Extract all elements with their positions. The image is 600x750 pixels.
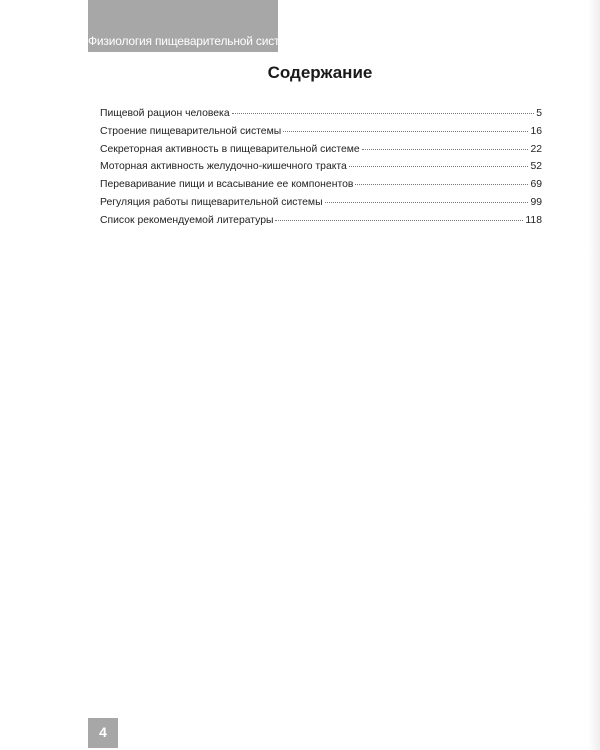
running-header-title: Физиология пищеварительной системы bbox=[88, 34, 303, 48]
toc-leader-dots bbox=[325, 202, 529, 203]
toc-leader-dots bbox=[275, 220, 523, 221]
toc-entry-page: 99 bbox=[530, 196, 542, 208]
toc-entry-title: Моторная активность желудочно-кишечного тракта bbox=[100, 161, 347, 173]
toc-entry-page: 5 bbox=[536, 108, 542, 119]
toc-entry-page: 52 bbox=[530, 161, 542, 173]
toc-leader-dots bbox=[355, 184, 528, 185]
toc-entry-page: 69 bbox=[530, 179, 542, 191]
toc-entry-title: Переваривание пищи и всасывание ее компонентов bbox=[100, 179, 354, 191]
toc-leader-dots bbox=[232, 113, 535, 114]
toc-heading: Содержание bbox=[267, 63, 373, 82]
toc-entry-page: 22 bbox=[530, 143, 542, 155]
toc-entry bbox=[100, 161, 542, 179]
toc-entry bbox=[100, 197, 542, 215]
toc-entry-title: Секреторная активность в пищеварительной системе bbox=[100, 143, 360, 155]
page-number-box bbox=[88, 718, 118, 748]
toc-entry-page: 16 bbox=[530, 125, 542, 137]
toc-entry bbox=[100, 179, 542, 197]
toc-entry bbox=[100, 144, 542, 162]
toc-leader-dots bbox=[283, 131, 528, 132]
toc-entry-title: Список рекомендуемой литературы bbox=[100, 214, 274, 226]
toc-leader-dots bbox=[362, 149, 529, 150]
toc-leader-dots bbox=[349, 166, 529, 167]
toc-entry-title: Регуляция работы пищеварительной системы bbox=[100, 196, 323, 208]
table-of-contents bbox=[100, 108, 542, 233]
toc-entry bbox=[100, 215, 542, 233]
toc-entry bbox=[100, 108, 542, 126]
toc-entry-title: Строение пищеварительной системы bbox=[100, 125, 282, 137]
page-edge-shadow bbox=[588, 0, 600, 750]
toc-entry-page: 118 bbox=[525, 214, 542, 226]
toc-entry-title: Пищевой рацион человека bbox=[100, 108, 230, 119]
toc-entry bbox=[100, 126, 542, 144]
running-header-band bbox=[88, 0, 303, 52]
page-number: 4 bbox=[99, 724, 107, 740]
